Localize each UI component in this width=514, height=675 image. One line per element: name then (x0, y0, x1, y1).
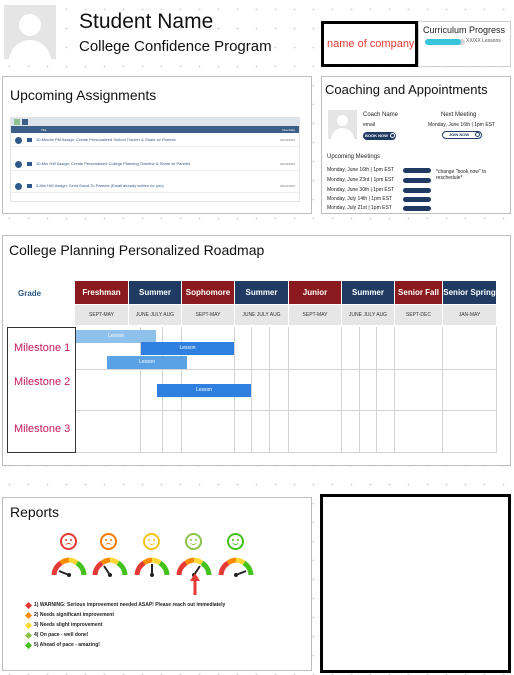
face-frown-icon (60, 533, 77, 550)
student-avatar (4, 5, 56, 59)
legend-text: 2) Needs significant improvement (34, 612, 115, 618)
lesson-bar[interactable]: Lesson (76, 330, 156, 343)
grade-sophomore: Sophomore (182, 281, 234, 304)
roadmap-card (2, 235, 511, 466)
assignment-due-date: 06/20/2025 (279, 162, 295, 166)
legend-item-3 (34, 622, 102, 628)
lesson-bar[interactable]: Lesson (107, 356, 187, 369)
book-now-small-button[interactable] (403, 178, 431, 183)
assignment-title[interactable]: 10-Minute PM Assign: Create Personalized School Tracker & Share w/ Parents (36, 137, 176, 142)
meeting-row: Monday, July 21st | 1pm EST (327, 205, 392, 211)
grid-view-icon[interactable] (14, 119, 20, 125)
book-now-small-button[interactable] (403, 168, 431, 173)
assignment-due-date: 06/20/2025 (279, 138, 295, 142)
program-name: College Confidence Program (79, 38, 272, 55)
assignments-table (10, 117, 300, 202)
assignment-title[interactable]: 3-Min HW Assign: Send Email To Parents (Email already written for you) (36, 183, 164, 188)
coach-email[interactable]: email (363, 122, 375, 128)
grade-summer-2: Summer (235, 281, 288, 304)
milestone-list (7, 327, 76, 453)
coach-name: Coach Name (363, 112, 399, 118)
coaching-appointments-card (321, 76, 511, 214)
months-summer-1: JUNE JULY AUG (129, 305, 181, 325)
arrow-right-icon (390, 133, 395, 138)
legend-text: 4) On pace - well done! (34, 632, 89, 638)
upcoming-assignments-title: Upcoming Assignments (10, 87, 157, 103)
expand-icon[interactable] (15, 183, 22, 190)
gauge-level-1-icon (51, 557, 87, 577)
curriculum-progress-count: XX/XX Lessons (466, 38, 501, 44)
lesson-bar[interactable]: Lesson (157, 384, 251, 397)
months-summer-3: JUNE JULY AUG (342, 305, 394, 325)
book-now-small-button[interactable] (403, 188, 431, 193)
assignments-header-row (11, 126, 299, 133)
next-meeting-time: Monday, June 16th | 1pm EST (428, 122, 496, 128)
book-icon (27, 162, 32, 166)
assignment-row[interactable] (11, 134, 299, 147)
join-now-label: JOIN NOW (448, 132, 470, 137)
milestone-2-label[interactable]: Milestone 2 (14, 376, 71, 388)
upcoming-assignments-card (2, 76, 312, 214)
meeting-row: Monday, June 23rd | 1pm EST (327, 177, 395, 183)
assignments-col-due: Due Date (282, 128, 295, 132)
assignments-toolbar (11, 118, 299, 126)
reschedule-note: *change "book now" to reschedule* (436, 169, 487, 181)
legend-text: 5) Ahead of pace - amazing! (34, 642, 100, 648)
months-freshman: SEPT-MAY (75, 305, 128, 325)
gauge-level-3-icon (134, 557, 170, 577)
book-now-small-button[interactable] (403, 197, 431, 202)
milestone-3-label[interactable]: Milestone 3 (14, 423, 71, 435)
face-smile-icon (227, 533, 244, 550)
roadmap-title: College Planning Personalized Roadmap (9, 242, 265, 258)
curriculum-progress-title: Curriculum Progress (423, 25, 506, 35)
face-frown-icon (100, 533, 117, 550)
milestone-1-label[interactable]: Milestone 1 (14, 342, 71, 354)
student-name: Student Name (79, 10, 214, 33)
grade-freshman: Freshman (75, 281, 128, 304)
grade-label: Grade (18, 289, 42, 298)
legend-text: 1) WARNING: Serious improvement needed ASAP! Please reach out immediately (34, 602, 226, 608)
book-now-button[interactable] (363, 132, 396, 140)
gauge-level-2-icon (92, 557, 128, 577)
months-sophomore: SEPT-MAY (182, 305, 234, 325)
diamond-icon (25, 612, 32, 619)
face-smile-icon (143, 533, 160, 550)
assignment-row[interactable] (11, 180, 299, 193)
legend-item-4 (34, 632, 88, 638)
next-meeting-label: Next Meeting (441, 112, 477, 118)
assignments-col-title: Title (41, 128, 47, 132)
book-now-label: BOOK NOW (365, 133, 388, 138)
legend-item-1 (34, 602, 225, 608)
arrow-right-icon (475, 132, 480, 137)
expand-icon[interactable] (15, 161, 22, 168)
curriculum-progress-fill (425, 39, 461, 45)
legend-item-5 (34, 642, 100, 648)
placeholder-panel (320, 494, 511, 673)
upcoming-meetings-title: Upcoming Meetings (327, 154, 381, 160)
face-smile-icon (185, 533, 202, 550)
diamond-icon (25, 642, 32, 649)
legend-item-2 (34, 612, 114, 618)
assignment-row[interactable] (11, 158, 299, 171)
book-icon (27, 184, 32, 188)
grade-junior: Junior (289, 281, 341, 304)
assignment-due-date: 06/20/2025 (279, 184, 295, 188)
book-icon (27, 138, 32, 142)
diamond-icon (25, 622, 32, 629)
diamond-icon (25, 602, 32, 609)
legend-text: 3) Needs slight improvement (34, 622, 103, 628)
coach-avatar (328, 110, 357, 139)
months-summer-2: JUNE JULY AUG (235, 305, 288, 325)
diamond-icon (25, 632, 32, 639)
company-name-box (321, 21, 418, 67)
meeting-row: Monday, June 30th | 1pm EST (327, 187, 395, 193)
curriculum-progress-bar (425, 39, 465, 45)
grade-summer-1: Summer (129, 281, 181, 304)
grade-summer-3: Summer (342, 281, 394, 304)
grade-senior-fall: Senior Fall (395, 281, 442, 304)
meeting-row: Monday, July 14th | 1pm EST (327, 196, 393, 202)
curriculum-progress-card[interactable] (418, 21, 511, 67)
reports-title: Reports (10, 504, 60, 520)
list-view-icon[interactable] (22, 119, 28, 125)
reports-card (2, 497, 312, 671)
coaching-title: Coaching and Appointments (325, 82, 488, 97)
join-now-button[interactable] (442, 131, 482, 139)
grade-senior-spring: Senior Spring (443, 281, 496, 304)
lesson-bar[interactable]: Lesson (141, 342, 234, 355)
book-now-small-button[interactable] (403, 206, 431, 211)
months-senior-fall: SEPT-DEC (395, 305, 442, 325)
meeting-row: Monday, June 16th | 1pm EST (327, 167, 395, 173)
gauge-level-5-icon (218, 557, 254, 577)
selected-level-arrow-icon (190, 573, 200, 595)
months-junior: SEPT-MAY (289, 305, 341, 325)
months-senior-spring: JAN-MAY (443, 305, 496, 325)
expand-icon[interactable] (15, 137, 22, 144)
assignment-title[interactable]: 10-Min HW Assign: Create Personalized College Planning Timeline & Share w/ Parents (36, 161, 191, 166)
company-name-placeholder: name of company (327, 38, 415, 50)
